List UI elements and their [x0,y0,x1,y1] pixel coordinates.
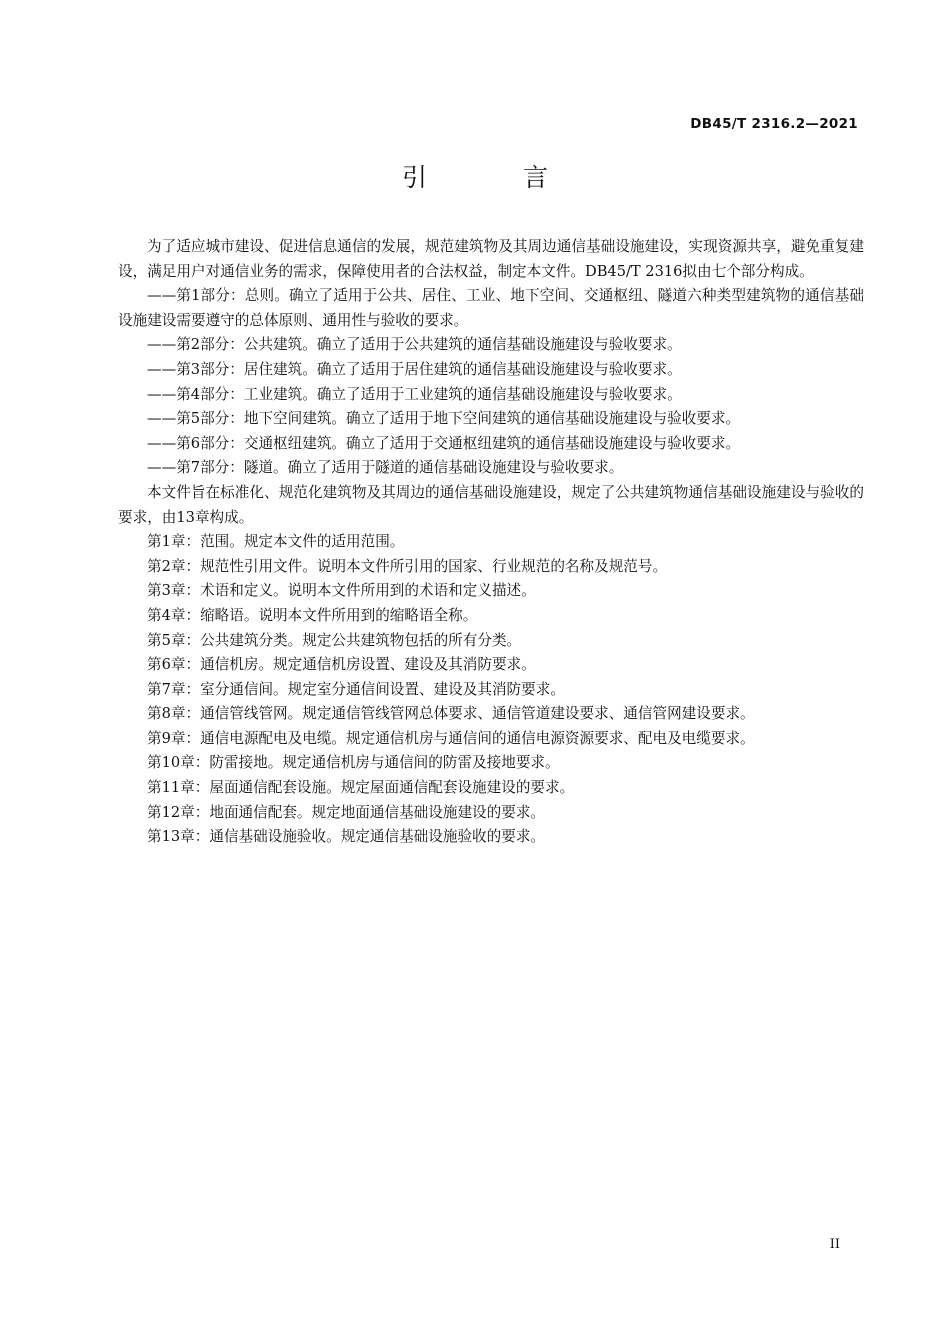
chapter-item: 第12章：地面通信配套。规定地面通信基础设施建设的要求。 [147,803,546,821]
document-code: DB45/T 2316.2—2021 [690,116,858,132]
foreword-paragraph: 为了适应城市建设、促进信息通信的发展，规范建筑物及其周边通信基础设施建设，实现资源共享，避免重复建设，满足用户对通信业务的需求，保障使用者的合法权益，制定本文件。DB45/T 2316拟由七个部分构成。 [118,238,864,280]
chapter-item: 第4章：缩略语。说明本文件所用到的缩略语全称。 [147,606,478,624]
part-item: ——第6部分：交通枢纽建筑。确立了适用于交通枢纽建筑的通信基础设施建设与验收要求。 [147,434,741,452]
chapter-item: 第3章：术语和定义。说明本文件所用到的术语和定义描述。 [147,582,536,600]
chapter-item: 第10章：防雷接地。规定通信机房与通信间的防雷及接地要求。 [147,754,560,772]
chapter-item: 第5章：公共建筑分类。规定公共建筑物包括的所有分类。 [147,631,522,649]
chapter-item: 第7章：室分通信间。规定室分通信间设置、建设及其消防要求。 [147,680,565,698]
chapter-item: 第9章：通信电源配电及电缆。规定通信机房与通信间的通信电源资源要求、配电及电缆要求。 [147,729,755,747]
part-item: ——第4部分：工业建筑。确立了适用于工业建筑的通信基础设施建设与验收要求。 [147,385,682,403]
part-item: ——第3部分：居住建筑。确立了适用于居住建筑的通信基础设施建设与验收要求。 [147,360,682,378]
part-item: ——第2部分：公共建筑。确立了适用于公共建筑的通信基础设施建设与验收要求。 [147,336,682,354]
part-item: ——第7部分：隧道。确立了适用于隧道的通信基础设施建设与验收要求。 [147,459,624,477]
chapter-item: 第8章：通信管线管网。规定通信管线管网总体要求、通信管道建设要求、通信管网建设要求。 [147,705,755,723]
chapter-item: 第6章：通信机房。规定通信机房设置、建设及其消防要求。 [147,656,536,674]
part-item: ——第1部分：总则。确立了适用于公共、居住、工业、地下空间、交通枢纽、隧道六种类型建筑物的通信基础设施建设需要遵守的总体原则、通用性与验收的要求。 [118,287,864,329]
foreword-body [118,235,864,850]
chapter-item: 第13章：通信基础设施验收。规定通信基础设施验收的要求。 [147,828,546,846]
chapter-item: 第2章：规范性引用文件。说明本文件所引用的国家、行业规范的名称及规范号。 [147,557,668,575]
part-item: ——第5部分：地下空间建筑。确立了适用于地下空间建筑的通信基础设施建设与验收要求。 [147,410,741,428]
page-number: II [829,1237,840,1252]
section-title: 引 言 [402,163,592,192]
foreword-paragraph: 本文件旨在标准化、规范化建筑物及其周边的通信基础设施建设，规定了公共建筑物通信基础设施建设与验收的要求，由13章构成。 [118,483,864,526]
chapter-item: 第1章：范围。规定本文件的适用范围。 [147,533,405,551]
chapter-item: 第11章：屋面通信配套设施。规定屋面通信配套设施建设的要求。 [147,779,575,797]
